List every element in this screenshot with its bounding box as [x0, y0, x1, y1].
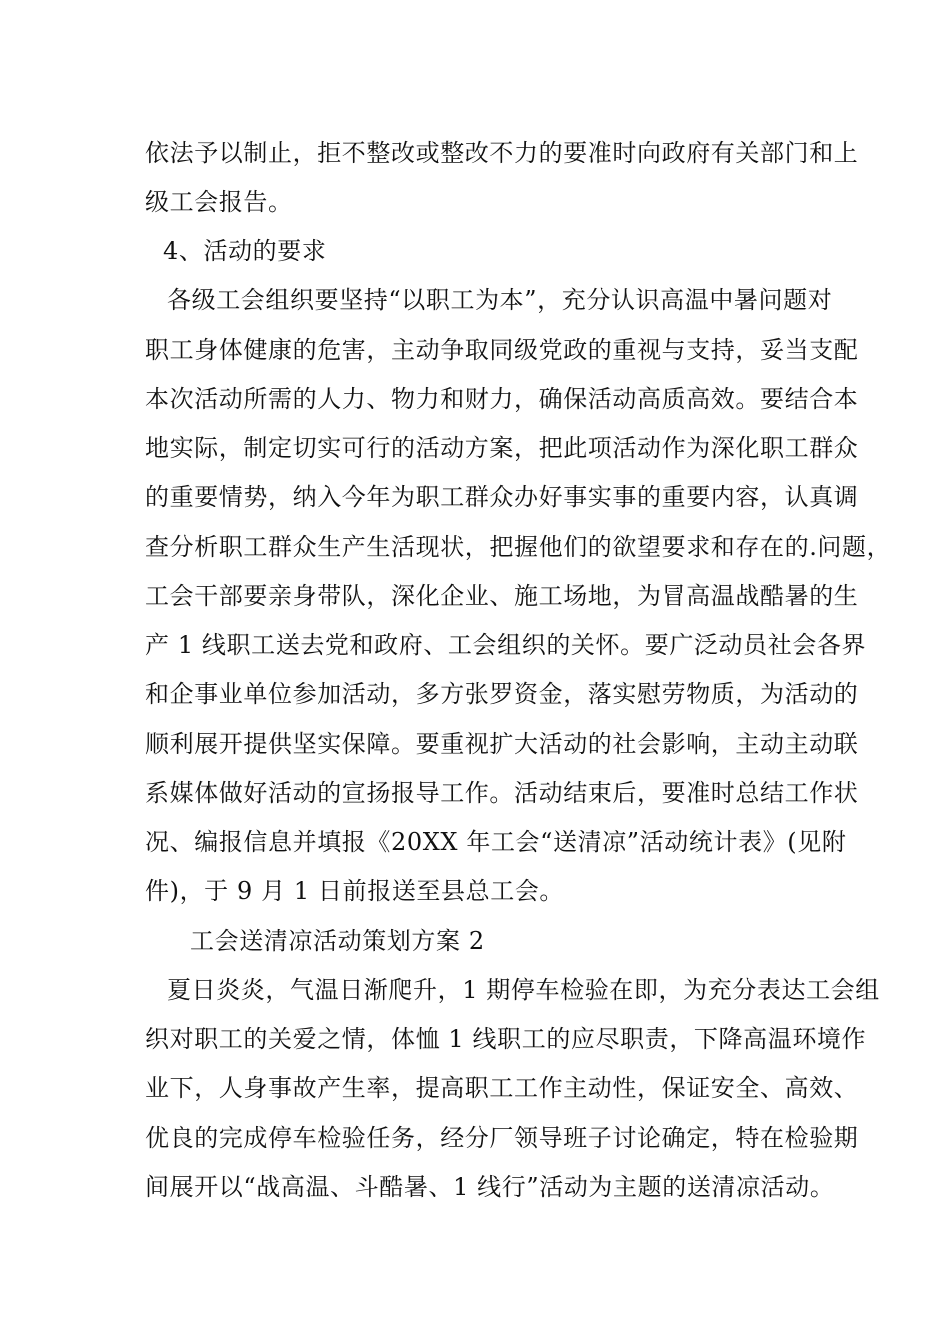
text-line: 职工身体健康的危害，主动争取同级党政的重视与支持，妥当支配	[145, 336, 859, 364]
text-line: 各级工会组织要坚持“以职工为本”，充分认识高温中暑问题对	[167, 286, 833, 314]
text-line: 和企事业单位参加活动，多方张罗资金，落实慰劳物质，为活动的	[145, 680, 859, 708]
section-title: 工会送清凉活动策划方案 2	[190, 927, 485, 955]
text-line: 织对职工的关爱之情，体恤 1 线职工的应尽职责，下降高温环境作	[145, 1025, 867, 1053]
text-line: 查分析职工群众生产生活现状，把握他们的欲望要求和存在的.问题，	[145, 533, 892, 561]
text-line: 况、编报信息并填报《20XX 年工会“送清凉”活动统计表》(见附	[145, 828, 847, 856]
text-line: 级工会报告。	[145, 188, 293, 216]
text-line: 工会干部要亲身带队，深化企业、施工场地，为冒高温战酷暑的生	[145, 582, 859, 610]
text-line: 的重要情势，纳入今年为职工群众办好事实事的重要内容，认真调	[145, 483, 859, 511]
section-heading: 4、活动的要求	[163, 237, 327, 265]
text-line: 间展开以“战高温、斗酷暑、1 线行”活动为主题的送清凉活动。	[145, 1173, 835, 1201]
text-line: 业下，人身事故产生率，提高职工工作主动性，保证安全、高效、	[145, 1074, 859, 1102]
text-line: 产 1 线职工送去党和政府、工会组织的关怀。要广泛动员社会各界	[145, 631, 867, 659]
text-line: 本次活动所需的人力、物力和财力，确保活动高质高效。要结合本	[145, 385, 859, 413]
text-line: 顺利展开提供坚实保障。要重视扩大活动的社会影响，主动主动联	[145, 730, 859, 758]
text-line: 优良的完成停车检验任务，经分厂领导班子讨论确定，特在检验期	[145, 1124, 859, 1152]
text-line: 夏日炎炎，气温日渐爬升，1 期停车检验在即，为充分表达工会组	[167, 976, 880, 1004]
text-line: 依法予以制止，拒不整改或整改不力的要准时向政府有关部门和上	[145, 139, 859, 167]
text-line: 系媒体做好活动的宣扬报导工作。活动结束后，要准时总结工作状	[145, 779, 859, 807]
text-line: 件)，于 9 月 1 日前报送至县总工会。	[145, 877, 565, 905]
text-line: 地实际，制定切实可行的活动方案，把此项活动作为深化职工群众	[145, 434, 859, 462]
